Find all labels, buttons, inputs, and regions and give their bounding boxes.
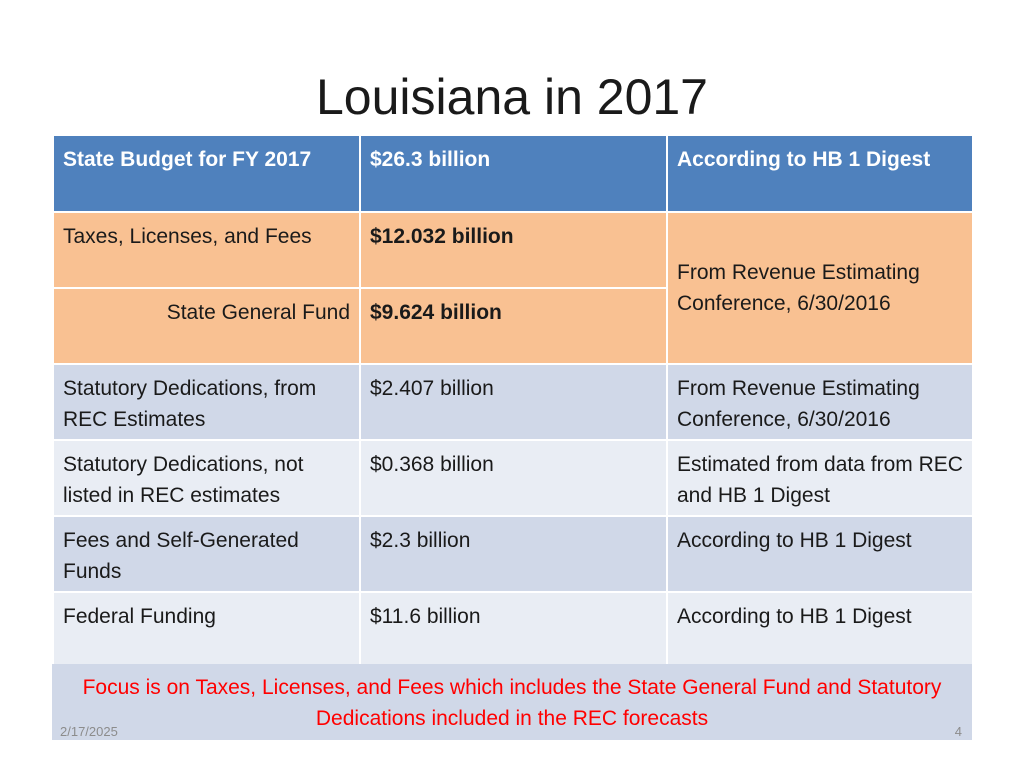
table-header-row: [53, 135, 973, 212]
page-number: 4: [954, 724, 962, 739]
general-fund-value: $9.624 billion: [360, 288, 667, 364]
row-source: According to HB 1 Digest: [667, 592, 973, 668]
row-value: $11.6 billion: [360, 592, 667, 668]
row-value: $2.3 billion: [360, 516, 667, 592]
row-label: Federal Funding: [53, 592, 360, 668]
table-row: [53, 440, 973, 516]
taxes-value: $12.032 billion: [360, 212, 667, 288]
row-value: $0.368 billion: [360, 440, 667, 516]
general-fund-label: State General Fund: [53, 288, 360, 364]
row-source: From Revenue Estimating Conference, 6/30/2016: [667, 364, 973, 440]
header-label: State Budget for FY 2017: [53, 135, 360, 212]
header-total: $26.3 billion: [360, 135, 667, 212]
table-row-taxes: [53, 212, 973, 288]
slide-date: 2/17/2025: [60, 724, 118, 739]
taxes-label: Taxes, Licenses, and Fees: [53, 212, 360, 288]
footer-note: Focus is on Taxes, Licenses, and Fees which includes the State General Fund and Statutory Dedications included in the REC forecasts: [52, 664, 972, 740]
table-row: [53, 516, 973, 592]
header-source: According to HB 1 Digest: [667, 135, 973, 212]
slide-title: Louisiana in 2017: [316, 69, 708, 125]
row-label: Statutory Dedications, from REC Estimates: [53, 364, 360, 440]
row-value: $2.407 billion: [360, 364, 667, 440]
row-source: According to HB 1 Digest: [667, 516, 973, 592]
row-label: Statutory Dedications, not listed in REC estimates: [53, 440, 360, 516]
table-row: [53, 364, 973, 440]
budget-table: [52, 134, 974, 669]
row-label: Fees and Self-Generated Funds: [53, 516, 360, 592]
taxes-source: From Revenue Estimating Conference, 6/30/2016: [667, 212, 973, 364]
row-source: Estimated from data from REC and HB 1 Digest: [667, 440, 973, 516]
table-row: [53, 592, 973, 668]
